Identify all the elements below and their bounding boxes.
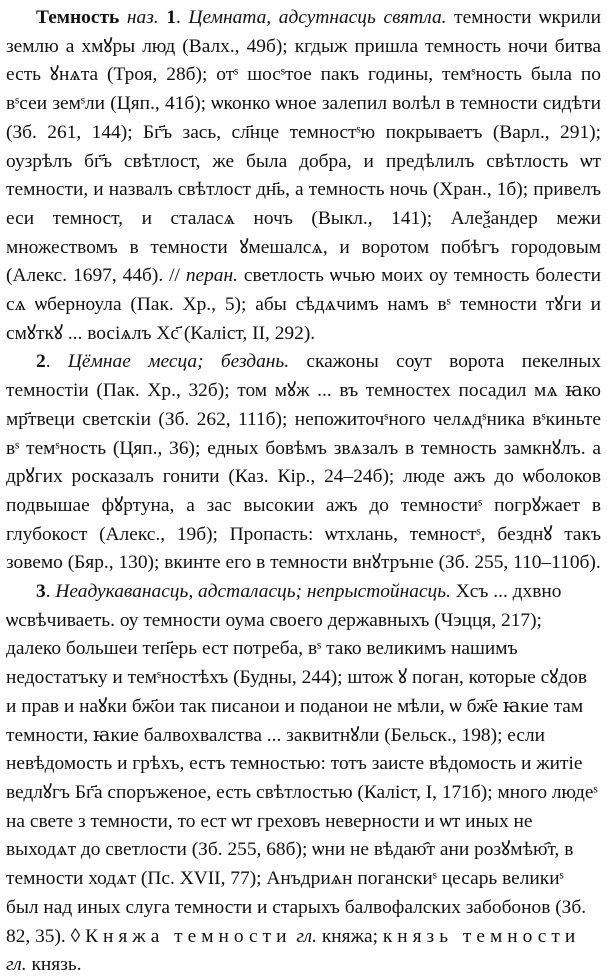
- sense-3-paragraph: [6, 578, 601, 980]
- entry-p2-segment: .: [45, 351, 68, 373]
- entry-p3-segment: княжа;: [317, 925, 383, 947]
- entry-p1-segment: наз.: [126, 7, 159, 28]
- entry-p3-segment: 3: [36, 581, 46, 603]
- entry-p2-segment: Цёмнае месца; бездань.: [67, 351, 290, 373]
- entry-p3-segment: Хсъ ... дхвно ѡсвѣчиваеть. оу темности оума своего державныхъ (Чэцця, 217); далеко большеи теп҃ерь ест потреба, вˢ тако великимъ нашимъ недостатъку и темˢностѣхъ (Будны, 244); штож ꙋ поган, которые сꙋдов и прав и наꙋки бж҃ои так писанои и поданои не мѣли, ѡ бж҃е ꙗкие там темности, ꙗкие балвохвалства ... заквитнꙋли (Бельск., 198); если невѣдомость и грѣхъ, естъ темностью: тотъ заисте вѣдомость и житіе ведлꙋгъ Бг҃а споръженое, есть свѣтлостью (Каліст, I, 171б); много людеˢ на свете з темности, то ест ѡт греховъ неверности и ѡт иных не выходѧт до светлости (Зб. 255, 68б); ѡни не вѣдаю҄т ани розꙋмѣю҄т, в темности ходѧт (Пс. XVII, 77); Анъдриѧн поганскиˢ цесарь великиˢ был над иных слуга темности и старыхъ балвофалских забобонов (Зб. 82, 35). ◊: [6, 581, 598, 947]
- entry-p3-segment: князь темности: [382, 925, 581, 947]
- entry-p2-segment: 2: [36, 351, 46, 373]
- entry-p1-segment: светлость ѡчью моих оу темность болести сѧ ѡберноула (Пак. Хр., 5); абы сѣдѧчимъ намъ вˢ темности тꙋги и смꙋткꙋ ... восіѧлъ Хс҃ (Каліст, II, 292).: [6, 265, 601, 344]
- entry-p3-segment: Княжа темности: [85, 925, 292, 947]
- entry-p1-segment: Цемната, адсутнасць святла.: [188, 7, 447, 28]
- entry-p1-segment: [119, 7, 127, 28]
- entry-p1-segment: .: [176, 7, 189, 28]
- entry-p1-segment: 1: [166, 7, 177, 28]
- entry-p1-segment: темности ѡкрили землю а хмꙋры люд (Валх., 49б); кгдыж пришла темность ночи битва есть ꙋнѧта (Троя, 28б); отˢ шосˢтое пакъ годины, темˢность была по вˢсеи земˢли (Цяп., 41б); ѡконко ѡное залепил волѣл в темности сидѣти (Зб. 261, 144); Бг҃ъ зась, сл҃нце темностˢю покрываетъ (Варл., 291); оузрѣлъ бг҃ъ свѣтлост, же была добра, и предѣлилъ свѣтлость ѡт темности, и назвалъ свѣтлост дн҃ь, а темность ночь (Хран., 1б); привелъ еси темност, и сталасѧ ночъ (Выкл., 141); Алеѯандер межи множествомъ в темности ꙋмешалсѧ, и воротом побѣгъ городовым (Алекс. 1697, 44б). //: [6, 7, 601, 287]
- entry-p1-segment: перан.: [185, 265, 238, 287]
- entry-p3-segment: гл.: [296, 925, 317, 947]
- entry-p2-segment: скажоны соут ворота пекелных темностіи (Пак. Хр., 32б); том мꙋж ... въ темностех посадил мѧ ꙗко мр҃твеци светскіи (Зб. 262, 111б); непожиточˢного челѧдˢника вˢкиньте вˢ темˢность (Цяп., 36); едных бовѣмъ звѧзалъ в темность замкнꙋлъ. а дрꙋгих росказалъ гонити (Каз. Кір., 24–24б); люде ажъ до ѡболоков подвышае фꙋртуна, а зас высокии ажъ до темностиˢ погрꙋжает в глубокост (Алекс., 19б); Пропасть: ѡтхлань, темностˢ, безднꙋ такъ зовемо (Бяр., 130); вкинте его в темности внꙋтрънıе (Зб. 255, 110–110б).: [6, 351, 601, 574]
- sense-1-paragraph: [6, 4, 601, 348]
- sense-2-paragraph: [6, 348, 601, 578]
- entry-p3-segment: Неадукаванасць, адсталасць; непрыстойнасць.: [55, 581, 451, 603]
- entry-p1-segment: Темность: [36, 7, 120, 28]
- entry-p3-segment: князь.: [26, 954, 82, 976]
- entry-p3-segment: гл.: [6, 954, 27, 976]
- entry-p3-segment: .: [45, 581, 56, 603]
